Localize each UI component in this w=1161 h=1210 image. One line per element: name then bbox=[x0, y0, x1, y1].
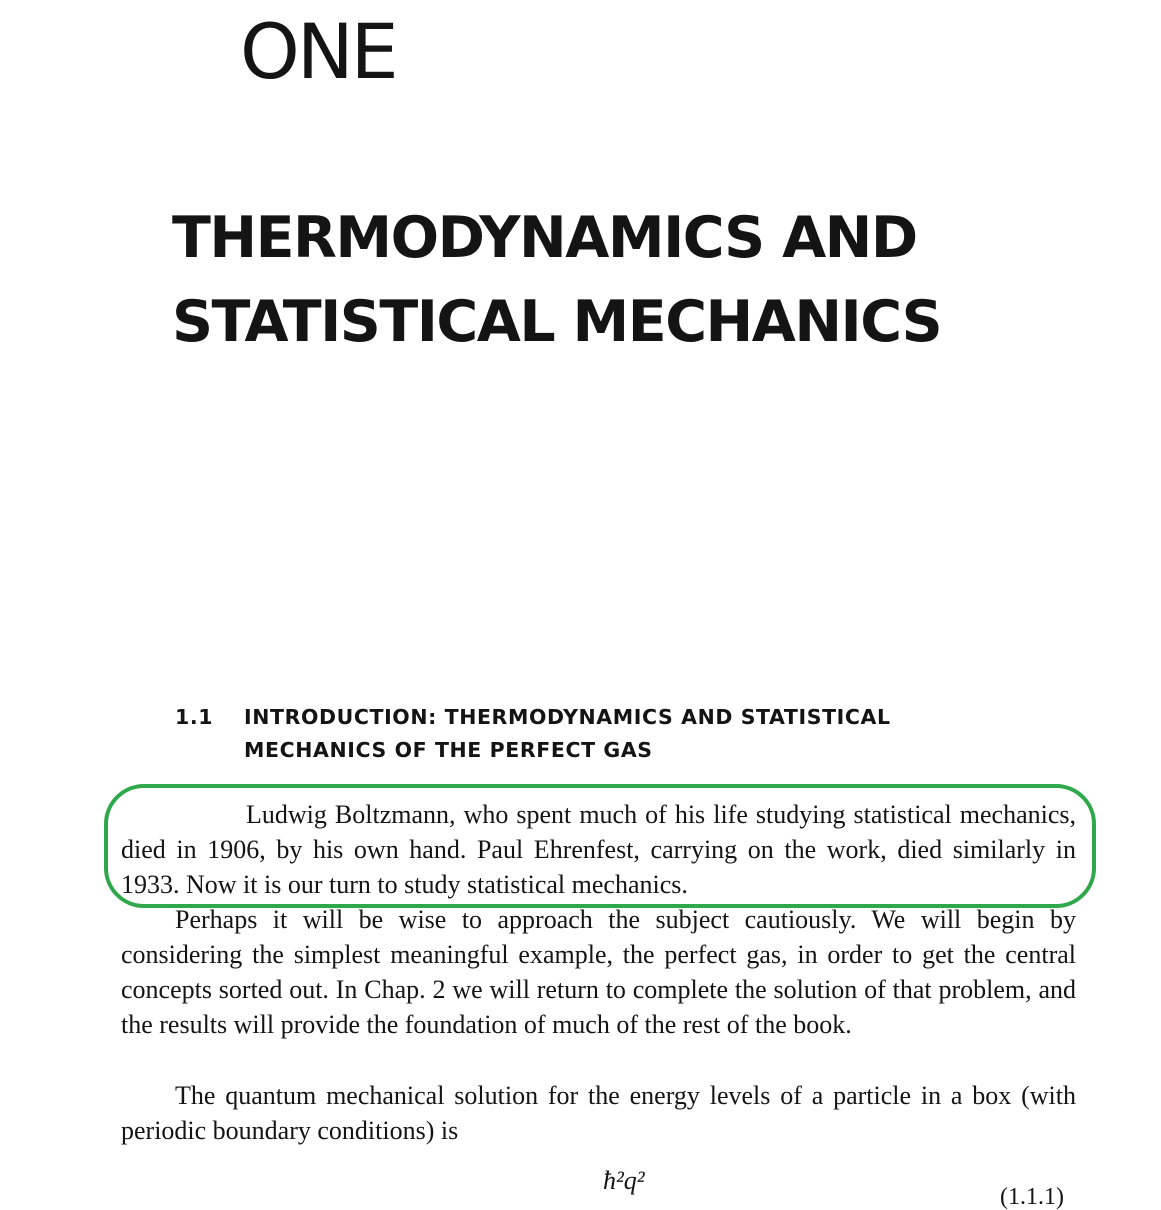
section-title-line-2: MECHANICS OF THE PERFECT GAS bbox=[244, 738, 653, 762]
chapter-number: ONE bbox=[240, 7, 396, 96]
section-title-line-1: INTRODUCTION: THERMODYNAMICS AND STATISTICAL bbox=[244, 705, 891, 729]
highlight-annotation-box bbox=[104, 784, 1096, 908]
equation-fragment: ħ²q² bbox=[603, 1166, 645, 1195]
section-number: 1.1 bbox=[175, 705, 214, 729]
section-heading bbox=[175, 701, 935, 767]
chapter-title-line-2: STATISTICAL MECHANICS bbox=[172, 289, 942, 355]
chapter-title bbox=[172, 196, 941, 364]
equation-number: (1.1.1) bbox=[1000, 1184, 1064, 1210]
chapter-title-line-1: THERMODYNAMICS AND bbox=[172, 205, 917, 271]
paragraph-perfect-gas: Perhaps it will be wise to approach the subject cautiously. We will begin by considering the simplest meaningful example, the perfect gas, in order to get the central concepts sorted out. In Chap. 2 we will return to complete the solution of that problem, and the results will provide the foundation of much of the rest of the book. bbox=[121, 905, 1076, 1039]
paragraph-energy-levels: The quantum mechanical solution for the energy levels of a particle in a box (with periodic boundary conditions) is bbox=[121, 1081, 1076, 1145]
paragraph-boltzmann: Ludwig Boltzmann, who spent much of his life studying statistical mechanics, died in 1906, by his own hand. Paul Ehrenfest, carrying on the work, died similarly in 1933. Now it is our turn to study statistical mechanics. bbox=[121, 800, 1076, 899]
